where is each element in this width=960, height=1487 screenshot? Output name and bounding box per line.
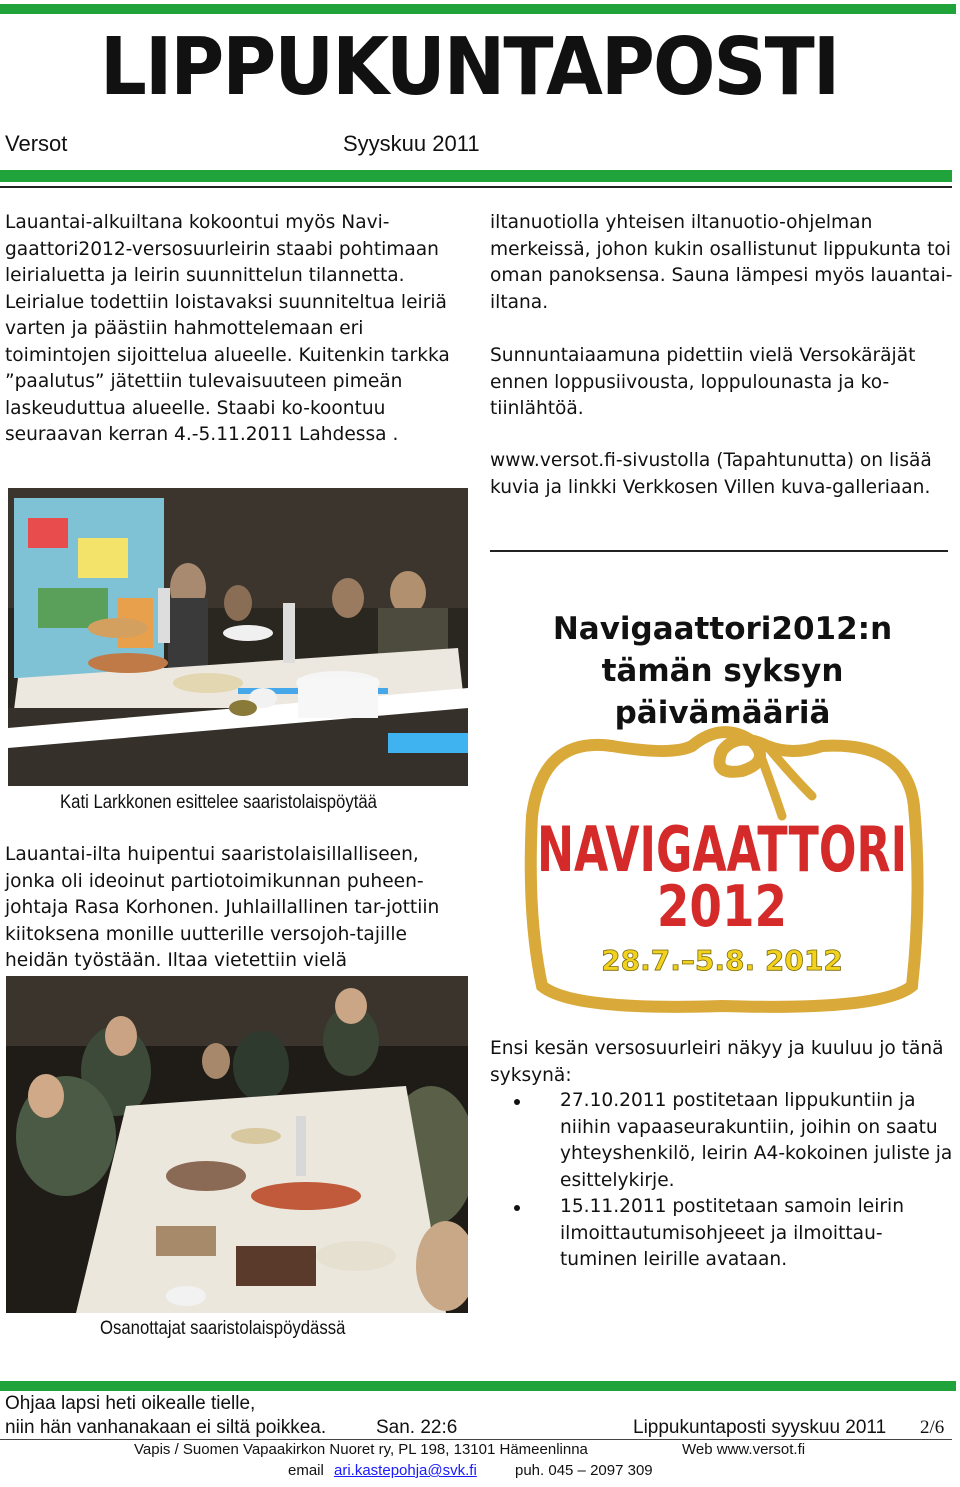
section-divider [490, 550, 948, 552]
masthead-title: LIPPUKUNTAPOSTI [100, 21, 839, 113]
footer-phone: puh. 045 – 2097 309 [515, 1462, 653, 1479]
footer-quote-ref: San. 22:6 [376, 1417, 458, 1438]
participants-photo [6, 976, 468, 1313]
footer-quote-line1: Ohjaa lapsi heti oikealle tielle, [5, 1393, 256, 1414]
footer-email-link[interactable]: ari.kastepohja@svk.fi [334, 1462, 477, 1479]
bullet-icon [514, 1099, 520, 1105]
date-item [492, 1088, 957, 1194]
footer-page-number: 2/6 [920, 1417, 945, 1438]
logo-dates-text: 28.7.–5.8. 2012 [601, 944, 843, 977]
top-accent-bar [0, 4, 956, 14]
participants-image [6, 976, 468, 1313]
section-name: Versot [5, 131, 68, 156]
navigaattori-logo [522, 716, 926, 1016]
dates-list [492, 1088, 957, 1274]
footer-quote-line2: niin hän vanhanakaan ei siltä poikkea. [5, 1417, 327, 1438]
navigaattori-logo-image [522, 716, 926, 1016]
footer-email-label: email [288, 1462, 324, 1479]
buffet-table-image [8, 488, 468, 786]
date-item-text: 27.10.2011 postitetaan lippukuntiin ja niihin vapaaseurakuntiin, joihin on saatu yhteyshenkilö, leirin A4-kokoinen juliste ja esittelykirje. [560, 1090, 953, 1191]
header-rule [0, 186, 952, 188]
footer-address: Vapis / Suomen Vapaakirkon Nuoret ry, PL 198, 13101 Hämeenlinna [134, 1441, 588, 1458]
intro-paragraph: Lauantai-alkuiltana kokoontui myös Navi-gaattori2012-versosuurleirin staabi pohtimaan leirialuetta ja leirin suunnittelun tilannetta. Leirialue todettiin loistavaksi suunniteltua leiriä varten ja päästiin hahmottelemaan eri toimintojen sijoittelua alueelle. Kuitenkin tarkka ”paalutus” jätettiin tulevaisuuteen pimeän laskeuduttua alueelle. Staabi ko-koontuu seuraavan kerran 4.-5.11.2011 Lahdessa . [5, 212, 450, 445]
dates-heading: Navigaattori2012:n tämän syksyn päivämääriä [552, 611, 893, 731]
dates-intro: Ensi kesän versosuurleiri näkyy ja kuuluu jo tänä syksynä: [490, 1038, 944, 1086]
issue-date: Syyskuu 2011 [343, 131, 480, 156]
sunday-paragraph: Sunnuntaiaamuna pidettiin vielä Versokäräjät ennen loppusiivousta, loppulounasta ja ko-tiinlähtöä. [490, 345, 916, 419]
dinner-paragraph: Lauantai-ilta huipentui saaristolaisillalliseen, jonka oli ideoinut partiotoimikunnan puheen-johtaja Rasa Korhonen. Juhlaillallinen tar-jottiin kiitoksena monille uutterille versojoh-tajille heidän työstään. Iltaa vietettiin vielä [5, 844, 440, 971]
footer-web: Web www.versot.fi [682, 1441, 806, 1458]
footer-publication: Lippukuntaposti syyskuu 2011 [633, 1417, 887, 1438]
date-item [492, 1194, 957, 1274]
header-accent-bar [0, 170, 952, 182]
footer-rule [0, 1439, 952, 1440]
date-item-text: 15.11.2011 postitetaan samoin leirin ilmoittautumisohjeeet ja ilmoittau-tuminen leirille avataan. [560, 1196, 904, 1270]
footer-accent-bar [0, 1381, 956, 1391]
logo-title-text: NAVIGAATTORI [536, 813, 908, 886]
photo1-caption: Kati Larkkonen esittelee saaristolaispöytää [60, 792, 377, 813]
website-paragraph: www.versot.fi-sivustolla (Tapahtunutta) on lisää kuvia ja linkki Verkkosen Villen kuva-galleriaan. [490, 450, 932, 498]
campfire-paragraph: iltanuotiolla yhteisen iltanuotio-ohjelman merkeissä, johon kukin osallistunut lippukunta toi oman panoksensa. Sauna lämpesi myös lauantai-iltana. [490, 212, 953, 313]
bullet-icon [514, 1205, 520, 1211]
photo2-caption: Osanottajat saaristolaispöydässä [100, 1318, 346, 1339]
logo-year-text: 2012 [656, 874, 788, 941]
buffet-table-photo [8, 488, 468, 786]
